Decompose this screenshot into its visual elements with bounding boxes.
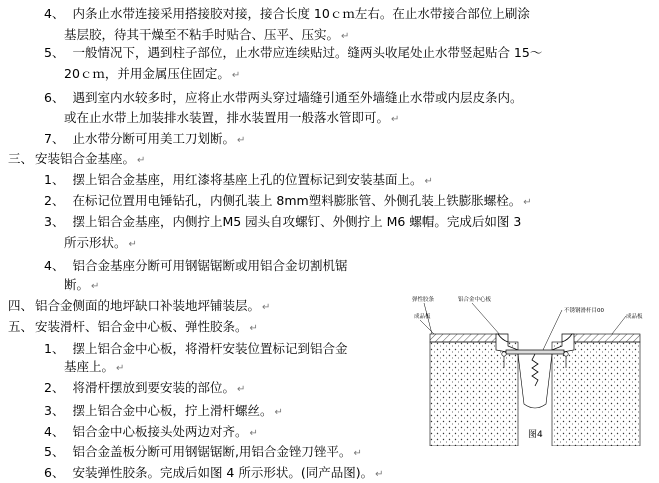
line-text: 安装滑杆、铝合金中心板、弹性胶条。 <box>35 319 248 334</box>
text-line-5 <box>44 90 524 108</box>
text-line-9 <box>44 172 433 190</box>
paragraph-mark: ↵ <box>353 448 362 459</box>
section-heading-4 <box>8 298 270 316</box>
right-floor-finish <box>572 334 640 342</box>
text-line-18 <box>64 359 124 377</box>
line-text: 铝合金中心板接头处两边对齐。 <box>72 424 248 439</box>
section-number: 三、 <box>8 151 34 166</box>
line-text: 20ｃｍ，并用金属压住固定。 <box>64 66 230 81</box>
line-text: 安装铝合金基座。 <box>35 151 136 166</box>
left-floor-finish <box>430 334 498 342</box>
item-number: 1、 <box>44 172 65 187</box>
text-line-3 <box>44 45 544 63</box>
text-line-19 <box>44 380 245 398</box>
item-number: 6、 <box>44 90 65 105</box>
item-number: 3、 <box>44 403 65 418</box>
line-text: 铝合金盖板分断可用钢锯锯断,用铝合金锉刀锉平。 <box>72 444 352 459</box>
text-line-6 <box>64 110 399 128</box>
text-line-23 <box>44 465 384 483</box>
item-number: 4、 <box>44 258 65 273</box>
item-number: 4、 <box>44 424 65 439</box>
line-text: 将滑杆摆放到要安装的部位。 <box>72 380 235 395</box>
item-number: 6、 <box>44 465 65 480</box>
item-number: 1、 <box>44 341 65 356</box>
line-text: 一般情况下，遇到柱子部位，止水带应连续贴过。缝两头收尾处止水带竖起贴合 15～ <box>72 45 543 60</box>
section-number: 四、 <box>8 298 34 313</box>
text-line-11 <box>44 214 523 232</box>
figure-4-drawing <box>412 294 658 446</box>
paragraph-mark: ↵ <box>341 31 350 42</box>
text-line-21 <box>44 424 258 442</box>
paragraph-mark: ↵ <box>523 197 532 208</box>
line-text: 在标记位置用电锤钻孔，内侧孔装上 8mm塑料膨胀管、外侧孔装上铁膨胀螺栓。 <box>72 193 522 208</box>
line-text: 所示形状。 <box>64 235 127 250</box>
section-number: 五、 <box>8 319 34 334</box>
paragraph-mark: ↵ <box>391 114 400 125</box>
line-text: 铝合金侧面的地坪缺口补装地坪铺装层。 <box>35 298 261 313</box>
label-center-plate: 铝合金中心板 <box>458 297 492 303</box>
text-line-2 <box>64 27 349 45</box>
line-text: 安装弹性胶条。完成后如图 4 所示形状。(同产品图)。 <box>72 465 374 480</box>
paragraph-mark: ↵ <box>424 176 433 187</box>
line-text: 基座上。 <box>64 359 115 374</box>
text-line-17 <box>44 341 349 359</box>
text-line-20 <box>44 403 283 421</box>
text-line-12 <box>64 235 137 253</box>
paragraph-mark: ↵ <box>137 155 146 166</box>
text-line-1 <box>44 6 532 24</box>
paragraph-mark: ↵ <box>375 469 384 480</box>
line-text: 或在止水带上加装排水装置，排水装置用一般落水管即可。 <box>64 110 390 125</box>
item-number: 3、 <box>44 214 65 229</box>
section-heading-3 <box>8 151 145 169</box>
paragraph-mark: ↵ <box>249 323 258 334</box>
item-number: 5、 <box>44 45 65 60</box>
paragraph-mark: ↵ <box>231 70 241 81</box>
section-heading-5 <box>8 319 258 337</box>
line-text: 遇到室内水较多时，应将止水带两头穿过墙缝引通至外墙缝止水带或内层皮条内。 <box>72 90 523 105</box>
line-text: 摆上铝合金中心板，拧上滑杆螺丝。 <box>72 403 273 418</box>
text-line-13 <box>44 258 349 276</box>
label-sliding-rod: 不锈钢滑杆目00 <box>564 308 604 314</box>
text-line-22 <box>44 444 362 462</box>
label-finished-board-left: 成品板 <box>414 314 431 320</box>
text-line-7 <box>44 131 245 149</box>
item-number: 5、 <box>44 444 65 459</box>
paragraph-mark: ↵ <box>236 384 246 395</box>
line-text: 铝合金基座分断可用钢锯锯断或用铝合金切割机锯 <box>72 258 348 273</box>
line-text: 基层胶，待其干燥至不粘手时贴合、压平、压实。 <box>64 27 340 42</box>
paragraph-mark: ↵ <box>236 135 246 146</box>
text-line-4 <box>64 66 240 84</box>
item-number: 2、 <box>44 193 65 208</box>
text-line-14 <box>64 277 99 295</box>
item-number: 2、 <box>44 380 65 395</box>
center-plate <box>506 350 564 354</box>
line-text: 摆上铝合金基座，用红漆将基座上孔的位置标记到安装基面上。 <box>72 172 423 187</box>
paragraph-mark: ↵ <box>91 281 100 292</box>
line-text: 摆上铝合金中心板，将滑杆安装位置标记到铝合金 <box>72 341 348 356</box>
paragraph-mark: ↵ <box>274 407 283 418</box>
spring-anchor <box>532 354 538 386</box>
line-text: 内条止水带连接采用搭接胶对接，接合长度 10ｃｍ左右。在止水带接合部位上刷涂 <box>72 6 530 21</box>
paragraph-mark: ↵ <box>116 363 125 374</box>
label-elastic-strip: 弹性胶条 <box>412 297 435 303</box>
right-slab <box>552 342 640 446</box>
line-text: 断。 <box>64 277 90 292</box>
label-finished-board-right: 成品板 <box>626 314 643 320</box>
text-line-10 <box>44 193 532 211</box>
paragraph-mark: ↵ <box>128 239 137 250</box>
paragraph-mark: ↵ <box>262 302 271 313</box>
figure-caption: 图4 <box>528 430 543 440</box>
item-number: 4、 <box>44 6 65 21</box>
paragraph-mark: ↵ <box>249 428 258 439</box>
line-text: 止水带分断可用美工刀划断。 <box>72 131 235 146</box>
item-number: 7、 <box>44 131 65 146</box>
line-text: 摆上铝合金基座，内侧拧上M5 园头自攻螺钉、外侧拧上 M6 螺帽。完成后如图 3 <box>72 214 522 229</box>
left-slab <box>430 342 518 446</box>
